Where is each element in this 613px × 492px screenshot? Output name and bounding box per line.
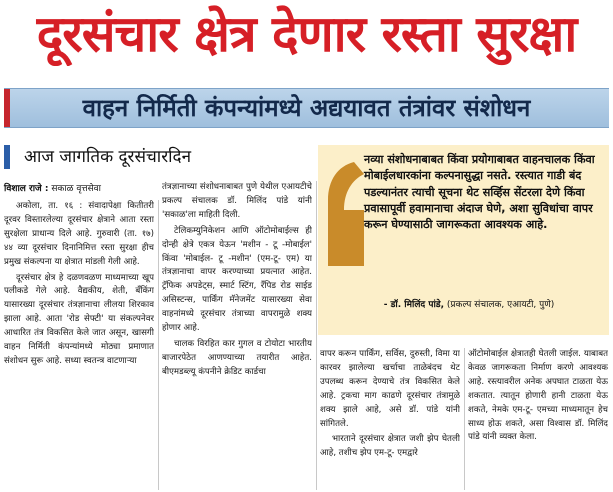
- column-divider: [316, 181, 317, 490]
- article-column-3: [320, 348, 460, 492]
- paragraph: टेलिकम्युनिकेशन आणि ऑटोमोबाईल्स ही दोन्ही क्षेत्रे एकत्र येऊन 'मशीन - टू -मोबाईल' किंवा 'मोबाईल- टू -मशीन' (एम-टू- एम) या तंत्रज्ञानाचा वापर करण्याच्या प्रयत्नात आहेत. ट्रॅफिक अपडेट्स, स्मार्ट स्टिंग, रँपिड रोड साईड असिस्टन्स, पार्किंग मॅनेजमेंट यासारख्या सेवा वाहनांमध्ये दूरसंचार तंत्राच्या वापरामुळे शक्य होणार आहे.: [162, 225, 312, 334]
- column-divider: [464, 348, 465, 490]
- pull-quote-attribution: [330, 298, 608, 312]
- byline-source: सकाळ वृत्तसेवा: [51, 184, 101, 194]
- subheadline-bar: [4, 88, 609, 128]
- paragraph: वापर करून पार्किंग, सर्विस, दुरुस्ती, विमा या कारवर झालेल्या खर्चाचा ताळेबंदच थेट उपलब्ध करून देण्याचे तंत्र विकसित केले आहे. ट्रकचा माग काढणे दूरसंचार तंत्रामुळे शक्य झाले आहे, असे डॉ. पांडे यांनी सांगितले.: [320, 349, 460, 429]
- subheadline: वाहन निर्मिती कंपन्यांमध्ये अद्ययावत तंत्रांवर संशोधन: [82, 94, 531, 122]
- paragraph: तंत्रज्ञानाच्या संशोधनाबाबत पुणे येथील एआयटीचे प्रकल्प संचालक डॉ. मिलिंद पांडे यांनी 'सकाळ'ला माहिती दिली.: [162, 182, 312, 220]
- paragraph: चालक विरहित कार गुगल व टोयोटा भारतीय बाजारपेठेत आणण्याच्या तयारीत आहेत. बीएमडब्ल्यू कंपनीने क्रेडिट कार्डचा: [162, 338, 312, 377]
- paragraph: भारताने दूरसंचार क्षेत्रात जशी झेप घेतली आहे, तशीच झेप एम-टू- एमद्वारे: [320, 434, 460, 459]
- pull-quote-name: - डॉ. मिलिंद पांडे,: [383, 300, 445, 310]
- article-column-1: [4, 200, 154, 492]
- byline-author: विशाल राजे :: [4, 184, 49, 194]
- column-divider: [158, 200, 159, 490]
- paragraph: ऑटोमोबाईल क्षेत्रातही घेतली जाईल. याबाबत केवळ जागरूकता निर्माण करणे आवश्यक आहे. रस्त्यावरील अनेक अपघात टाळता येऊ शकतात. त्यातून होणारी हानी टाळता येऊ शकते, नेमके एम-टू- एमच्या माध्यमातून हेच साध्य होऊ शकते, असा विश्वास डॉ. मिलिंद पांडे यांनी व्यक्त केला.: [468, 349, 608, 443]
- headline: दूरसंचार क्षेत्र देणार रस्ता सुरक्षा: [36, 5, 577, 63]
- pull-quote-text: नव्या संशोधनाबाबत किंवा प्रयोगाबाबत वाहनचालक किंवा मोबाईलधारकांना कल्पनासुद्धा नसते. रस्त्यात गाडी बंद पडल्यानंतर त्याची सूचना थेट सर्व्हिस सेंटरला देणे किंवा प्रवासापूर्वी हवामानाचा अंदाज घेणे, अशा सुविधांचा वापर करून घेण्यासाठी जागरूकता आवश्यक आहे.: [364, 153, 595, 232]
- section-tag-label: आज जागतिक दूरसंचारदिन: [24, 147, 192, 167]
- article-column-4: [468, 348, 608, 492]
- article-column-2: [162, 181, 312, 492]
- paragraph: दूरसंचार क्षेत्र हे दळणवळण माध्यमाच्या खूप पलीकडे गेले आहे. वैद्यकीय, शेती, बँकिंग यासारख्या दूरसंचार तंत्रज्ञानाचा लीलया शिरकाव झाला आहे. आता 'रोड सेफ्टी' या संकल्पनेवर आधारित तंत्र विकसित केले जात असून, खासगी वाहन निर्मिती कंपन्यांमध्ये मोठ्या प्रमाणात संशोधन सुरू आहे. सध्या स्वतन्त्र वाटणाऱ्या: [4, 272, 154, 366]
- paragraph: अकोला, ता. १६ : संवादापेक्षा कितीतरी दूरवर विस्तारलेल्या दूरसंचार क्षेत्राने आता रस्ता सुरक्षेला प्राधान्य दिले आहे. गुरुवारी (ता. १७) ४४ व्या दूरसंचार दिनानिमित्त रस्ता सुरक्षा हीच प्रमुख संकल्पना या क्षेत्रात मांडली गेली आहे.: [4, 201, 154, 267]
- byline: [4, 181, 101, 197]
- pull-quote-role: (प्रकल्प संचालक, एआयटी, पुणे): [446, 300, 555, 310]
- quote-mark-icon: [324, 160, 368, 270]
- section-tag: [4, 145, 310, 169]
